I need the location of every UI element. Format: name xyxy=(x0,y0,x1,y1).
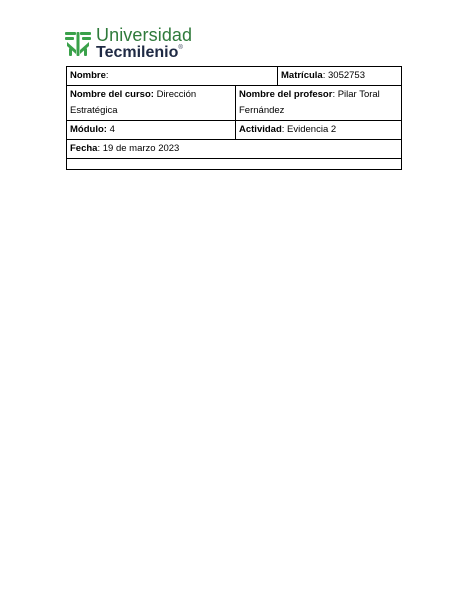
table-row xyxy=(67,121,402,140)
logo-text-universidad: Universidad xyxy=(96,25,193,45)
university-logo xyxy=(64,26,192,61)
student-info-table xyxy=(66,66,402,170)
nombre-cell: Nombre: xyxy=(67,67,278,86)
table-row xyxy=(67,159,402,170)
actividad-value: Evidencia 2 xyxy=(287,124,337,135)
matricula-cell: Matrícula: 3052753 xyxy=(278,67,402,86)
profesor-value: Pilar Toral Fernández xyxy=(239,89,380,116)
table-row xyxy=(67,86,402,121)
profesor-label: Nombre del profesor xyxy=(239,89,333,100)
profesor-cell: Nombre del profesor: Pilar Toral Fernández xyxy=(236,86,402,121)
logo-text-tecmilenio xyxy=(96,45,192,61)
matricula-label: Matrícula xyxy=(281,70,323,81)
matricula-value: 3052753 xyxy=(328,70,365,81)
curso-label: Nombre del curso: xyxy=(70,89,154,100)
nombre-label: Nombre xyxy=(70,70,106,81)
actividad-label: Actividad xyxy=(239,124,282,135)
curso-value: Dirección Estratégica xyxy=(70,89,197,116)
modulo-cell xyxy=(67,121,236,140)
table-row xyxy=(67,67,402,86)
empty-cell xyxy=(67,159,402,170)
logo-text-tecmilenio-word: Tecmilenio xyxy=(96,44,179,61)
actividad-cell: Actividad: Evidencia 2 xyxy=(236,121,402,140)
curso-cell xyxy=(67,86,236,121)
fecha-label: Fecha xyxy=(70,143,98,154)
fecha-value: 19 de marzo 2023 xyxy=(102,143,180,154)
registered-mark: ® xyxy=(178,45,183,51)
fecha-cell: Fecha: 19 de marzo 2023 xyxy=(67,140,402,159)
modulo-label: Módulo: xyxy=(70,124,107,135)
tecmilenio-leaf-icon xyxy=(64,30,92,58)
table-row xyxy=(67,140,402,159)
modulo-value: 4 xyxy=(109,124,115,135)
